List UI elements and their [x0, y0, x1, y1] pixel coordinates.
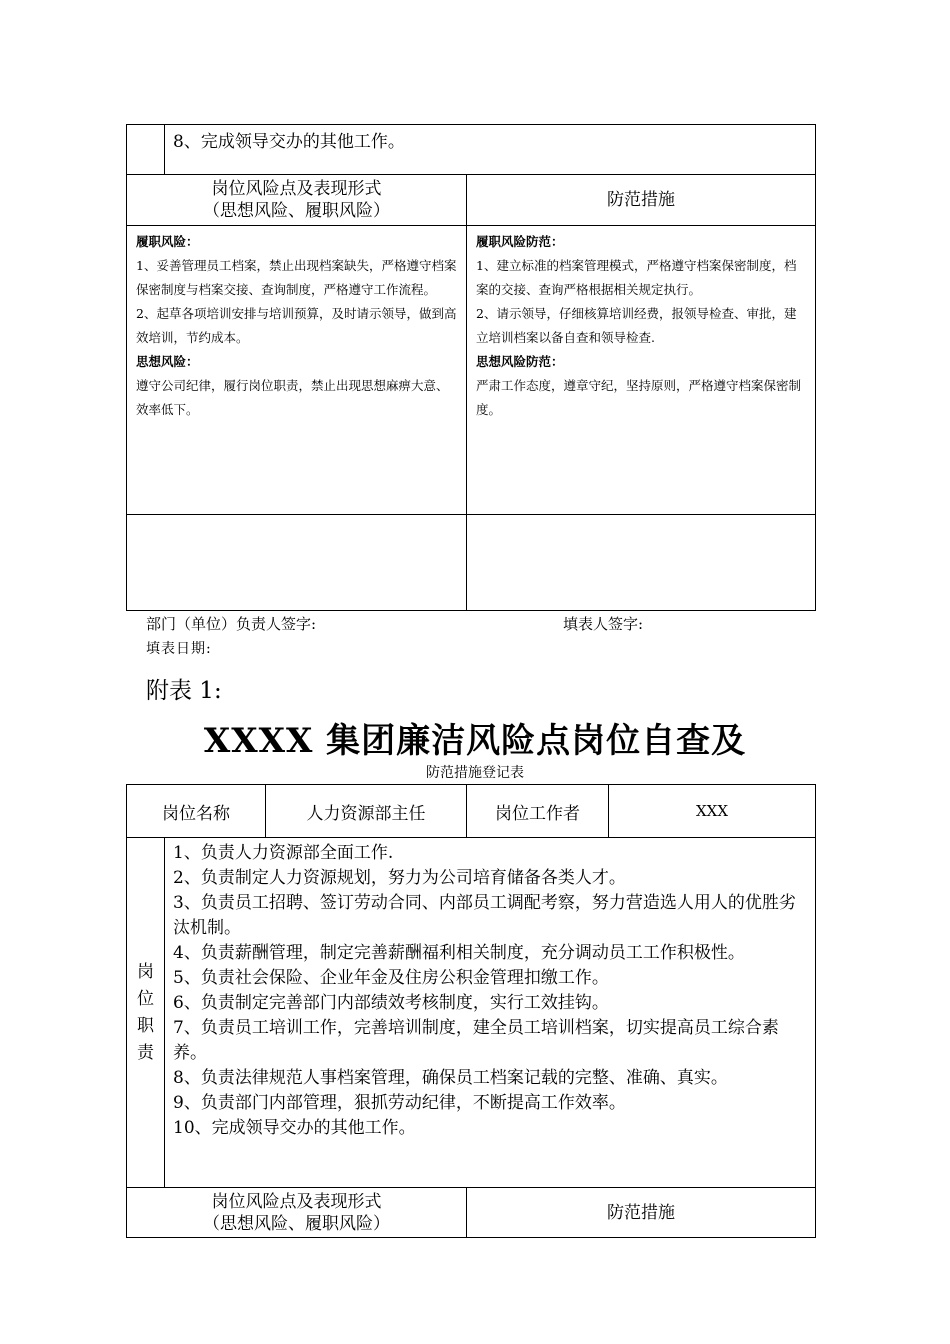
- filler-signature: 填表人签字:: [563, 615, 644, 633]
- list-item: 10、完成领导交办的其他工作。: [173, 1118, 416, 1138]
- bottom-measure-header: 防范措施: [467, 1188, 816, 1238]
- page-subtitle: 防范措施登记表: [426, 765, 524, 781]
- page-title: XXXX 集团廉洁风险点岗位自查及: [203, 721, 747, 761]
- info-table: [126, 784, 816, 838]
- worker-label: 岗位工作者: [467, 785, 609, 838]
- list-item: 7、负责员工培训工作，完善培训制度，建全员工培训档案，切实提高员工综合素养。: [173, 1018, 779, 1063]
- risk-content: 履职风险： 1、妥善管理员工档案，禁止出现档案缺失，严格遵守档案保密制度与档案交接、查询制度，严格遵守工作流程。 2、起草各项培训安排与培训预算，及时请示领导，做到高效培训，节约成本。 思想风险： 遵守公司纪律，履行岗位职责，禁止出现思想麻痹大意、效率低下。: [127, 226, 467, 515]
- list-item: 9、负责部门内部管理，狠抓劳动纪律，不断提高工作效率。: [173, 1093, 626, 1113]
- list-item: 2、负责制定人力资源规划，努力为公司培育储备各类人才。: [173, 868, 626, 888]
- dept-head-signature: 部门（单位）负责人签字:: [146, 615, 317, 633]
- appendix-label: 附表 1:: [146, 678, 222, 704]
- duties-table: [126, 837, 816, 1188]
- list-item: 5、负责社会保险、企业年金及住房公积金管理扣缴工作。: [173, 968, 609, 988]
- duty-label-cell: [127, 125, 165, 175]
- duties-label: 岗 位 职 责: [127, 838, 165, 1188]
- risk-header: 岗位风险点及表现形式 （思想风险、履职风险）: [127, 175, 467, 226]
- duty-last-item: 8、完成领导交办的其他工作。: [165, 125, 816, 175]
- list-item: 1、负责人力资源部全面工作.: [173, 843, 394, 863]
- worker-value: XXX: [609, 785, 816, 838]
- measure-content: 履职风险防范： 1、建立标准的档案管理模式，严格遵守档案保密制度，档案的交接、查询严格根据相关规定执行。 2、请示领导，仔细核算培训经费，报领导检查、审批，建立培训档案以备自查和领导检查. 思想风险防范： 严肃工作态度，遵章守纪，坚持原则，严格遵守档案保密制度。: [467, 226, 816, 515]
- fill-date: 填表日期:: [146, 641, 212, 657]
- bottom-header-table: [126, 1187, 816, 1238]
- bottom-risk-header: 岗位风险点及表现形式 （思想风险、履职风险）: [127, 1188, 467, 1238]
- list-item: 4、负责薪酬管理，制定完善薪酬福利相关制度，充分调动员工工作积极性。: [173, 943, 745, 963]
- list-item: 3、负责员工招聘、签订劳动合同、内部员工调配考察，努力营造选人用人的优胜劣汰机制。: [173, 893, 796, 938]
- list-item: 8、负责法律规范人事档案管理，确保员工档案记载的完整、准确、真实。: [173, 1068, 728, 1088]
- position-value: 人力资源部主任: [266, 785, 467, 838]
- list-item: 6、负责制定完善部门内部绩效考核制度，实行工效挂钩。: [173, 993, 609, 1013]
- duties-list: [165, 838, 816, 1188]
- top-risk-table: [126, 124, 816, 611]
- empty-risk-cell: [127, 515, 467, 611]
- position-label: 岗位名称: [127, 785, 266, 838]
- empty-measure-cell: [467, 515, 816, 611]
- measure-header: 防范措施: [467, 175, 816, 226]
